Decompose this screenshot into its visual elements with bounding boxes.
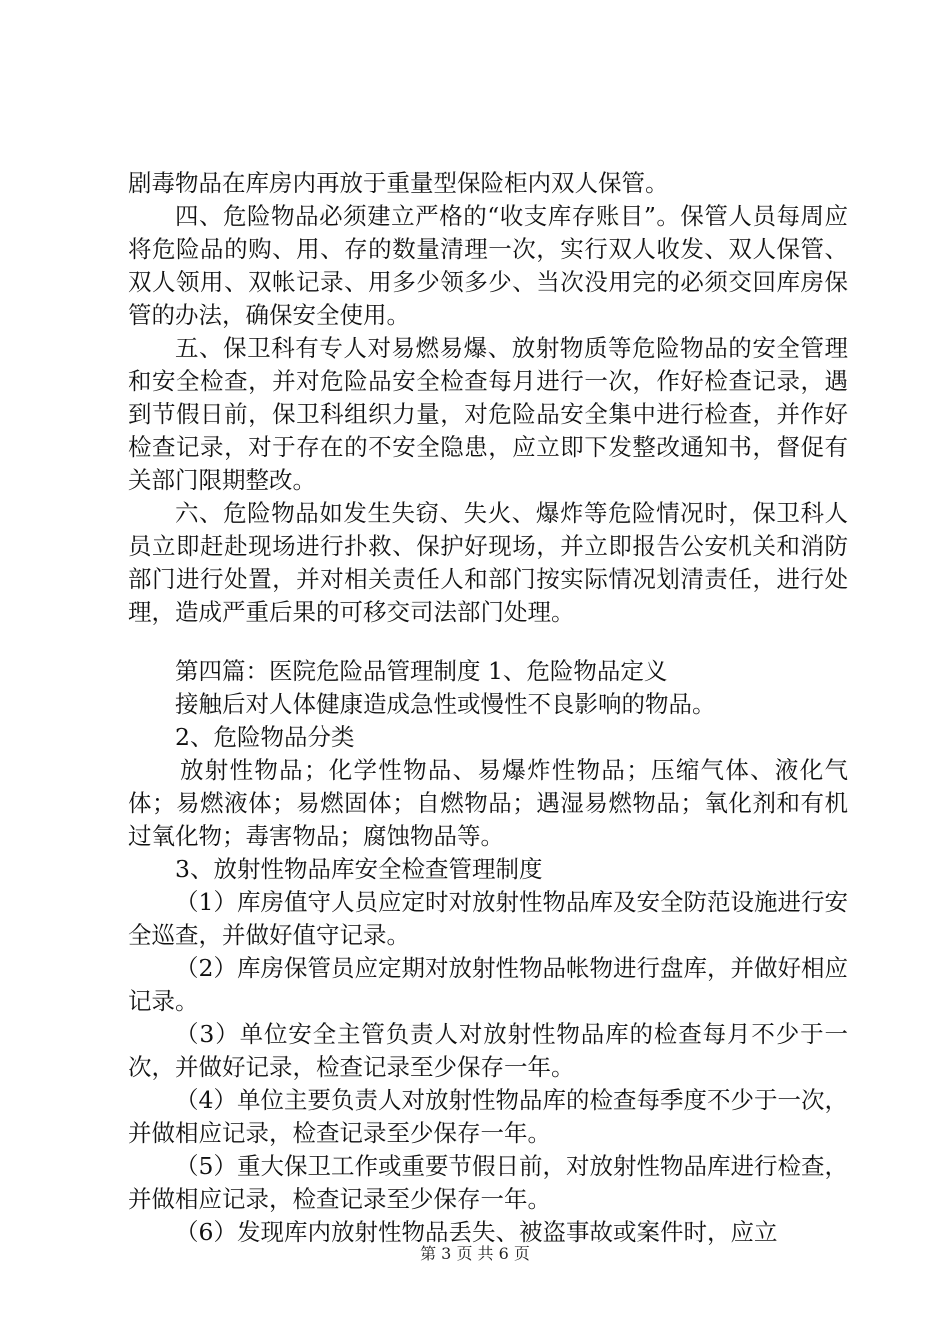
- page-footer: 第 3 页 共 6 页: [420, 1244, 530, 1263]
- subheading: 2、危险物品分类: [175, 723, 355, 751]
- paragraph: 四、危险物品必须建立严格的“收支库存账目”。保管人员每周应将危险品的购、用、存的数量清理一次，实行双人收发、双人保管、双人领用、双帐记录、用多少领多少、当次没用完的必须交回库房保管的办法，确保安全使用。: [128, 202, 848, 329]
- section-heading: 第四篇：医院危险品管理制度 1、危险物品定义: [175, 657, 668, 685]
- list-item: （6）发现库内放射性物品丢失、被盗事故或案件时，应立: [175, 1218, 778, 1246]
- paragraph: 放射性物品；化学性物品、易爆炸性物品；压缩气体、液化气体；易燃液体；易燃固体；自燃物品；遇湿易燃物品；氧化剂和有机过氧化物；毒害物品；腐蚀物品等。: [128, 756, 848, 850]
- list-item: （1）库房值守人员应定时对放射性物品库及安全防范设施进行安全巡查，并做好值守记录。: [128, 888, 848, 949]
- document-body: [128, 167, 848, 1249]
- paragraph: 剧毒物品在库房内再放于重量型保险柜内双人保管。: [128, 169, 669, 197]
- list-item: （3）单位安全主管负责人对放射性物品库的检查每月不少于一次，并做好记录，检查记录至少保存一年。: [128, 1020, 848, 1081]
- paragraph: 五、保卫科有专人对易燃易爆、放射物质等危险物品的安全管理和安全检查，并对危险品安全检查每月进行一次，作好检查记录，遇到节假日前，保卫科组织力量，对危险品安全集中进行检查，并作好检查记录，对于存在的不安全隐患，应立即下发整改通知书，督促有关部门限期整改。: [128, 334, 848, 494]
- list-item: （2）库房保管员应定期对放射性物品帐物进行盘库，并做好相应记录。: [128, 954, 848, 1015]
- subheading: 3、放射性物品库安全检查管理制度: [175, 855, 543, 883]
- section-gap: [128, 629, 848, 655]
- list-item: （4）单位主要负责人对放射性物品库的检查每季度不少于一次，并做相应记录，检查记录至少保存一年。: [128, 1086, 848, 1147]
- paragraph: 六、危险物品如发生失窃、失火、爆炸等危险情况时，保卫科人员立即赶赴现场进行扑救、保护好现场，并立即报告公安机关和消防部门进行处置，并对相关责任人和部门按实际情况划清责任，进行处理，造成严重后果的可移交司法部门处理。: [128, 499, 848, 626]
- paragraph: 接触后对人体健康造成急性或慢性不良影响的物品。: [175, 690, 716, 718]
- list-item: （5）重大保卫工作或重要节假日前，对放射性物品库进行检查，并做相应记录，检查记录至少保存一年。: [128, 1152, 848, 1213]
